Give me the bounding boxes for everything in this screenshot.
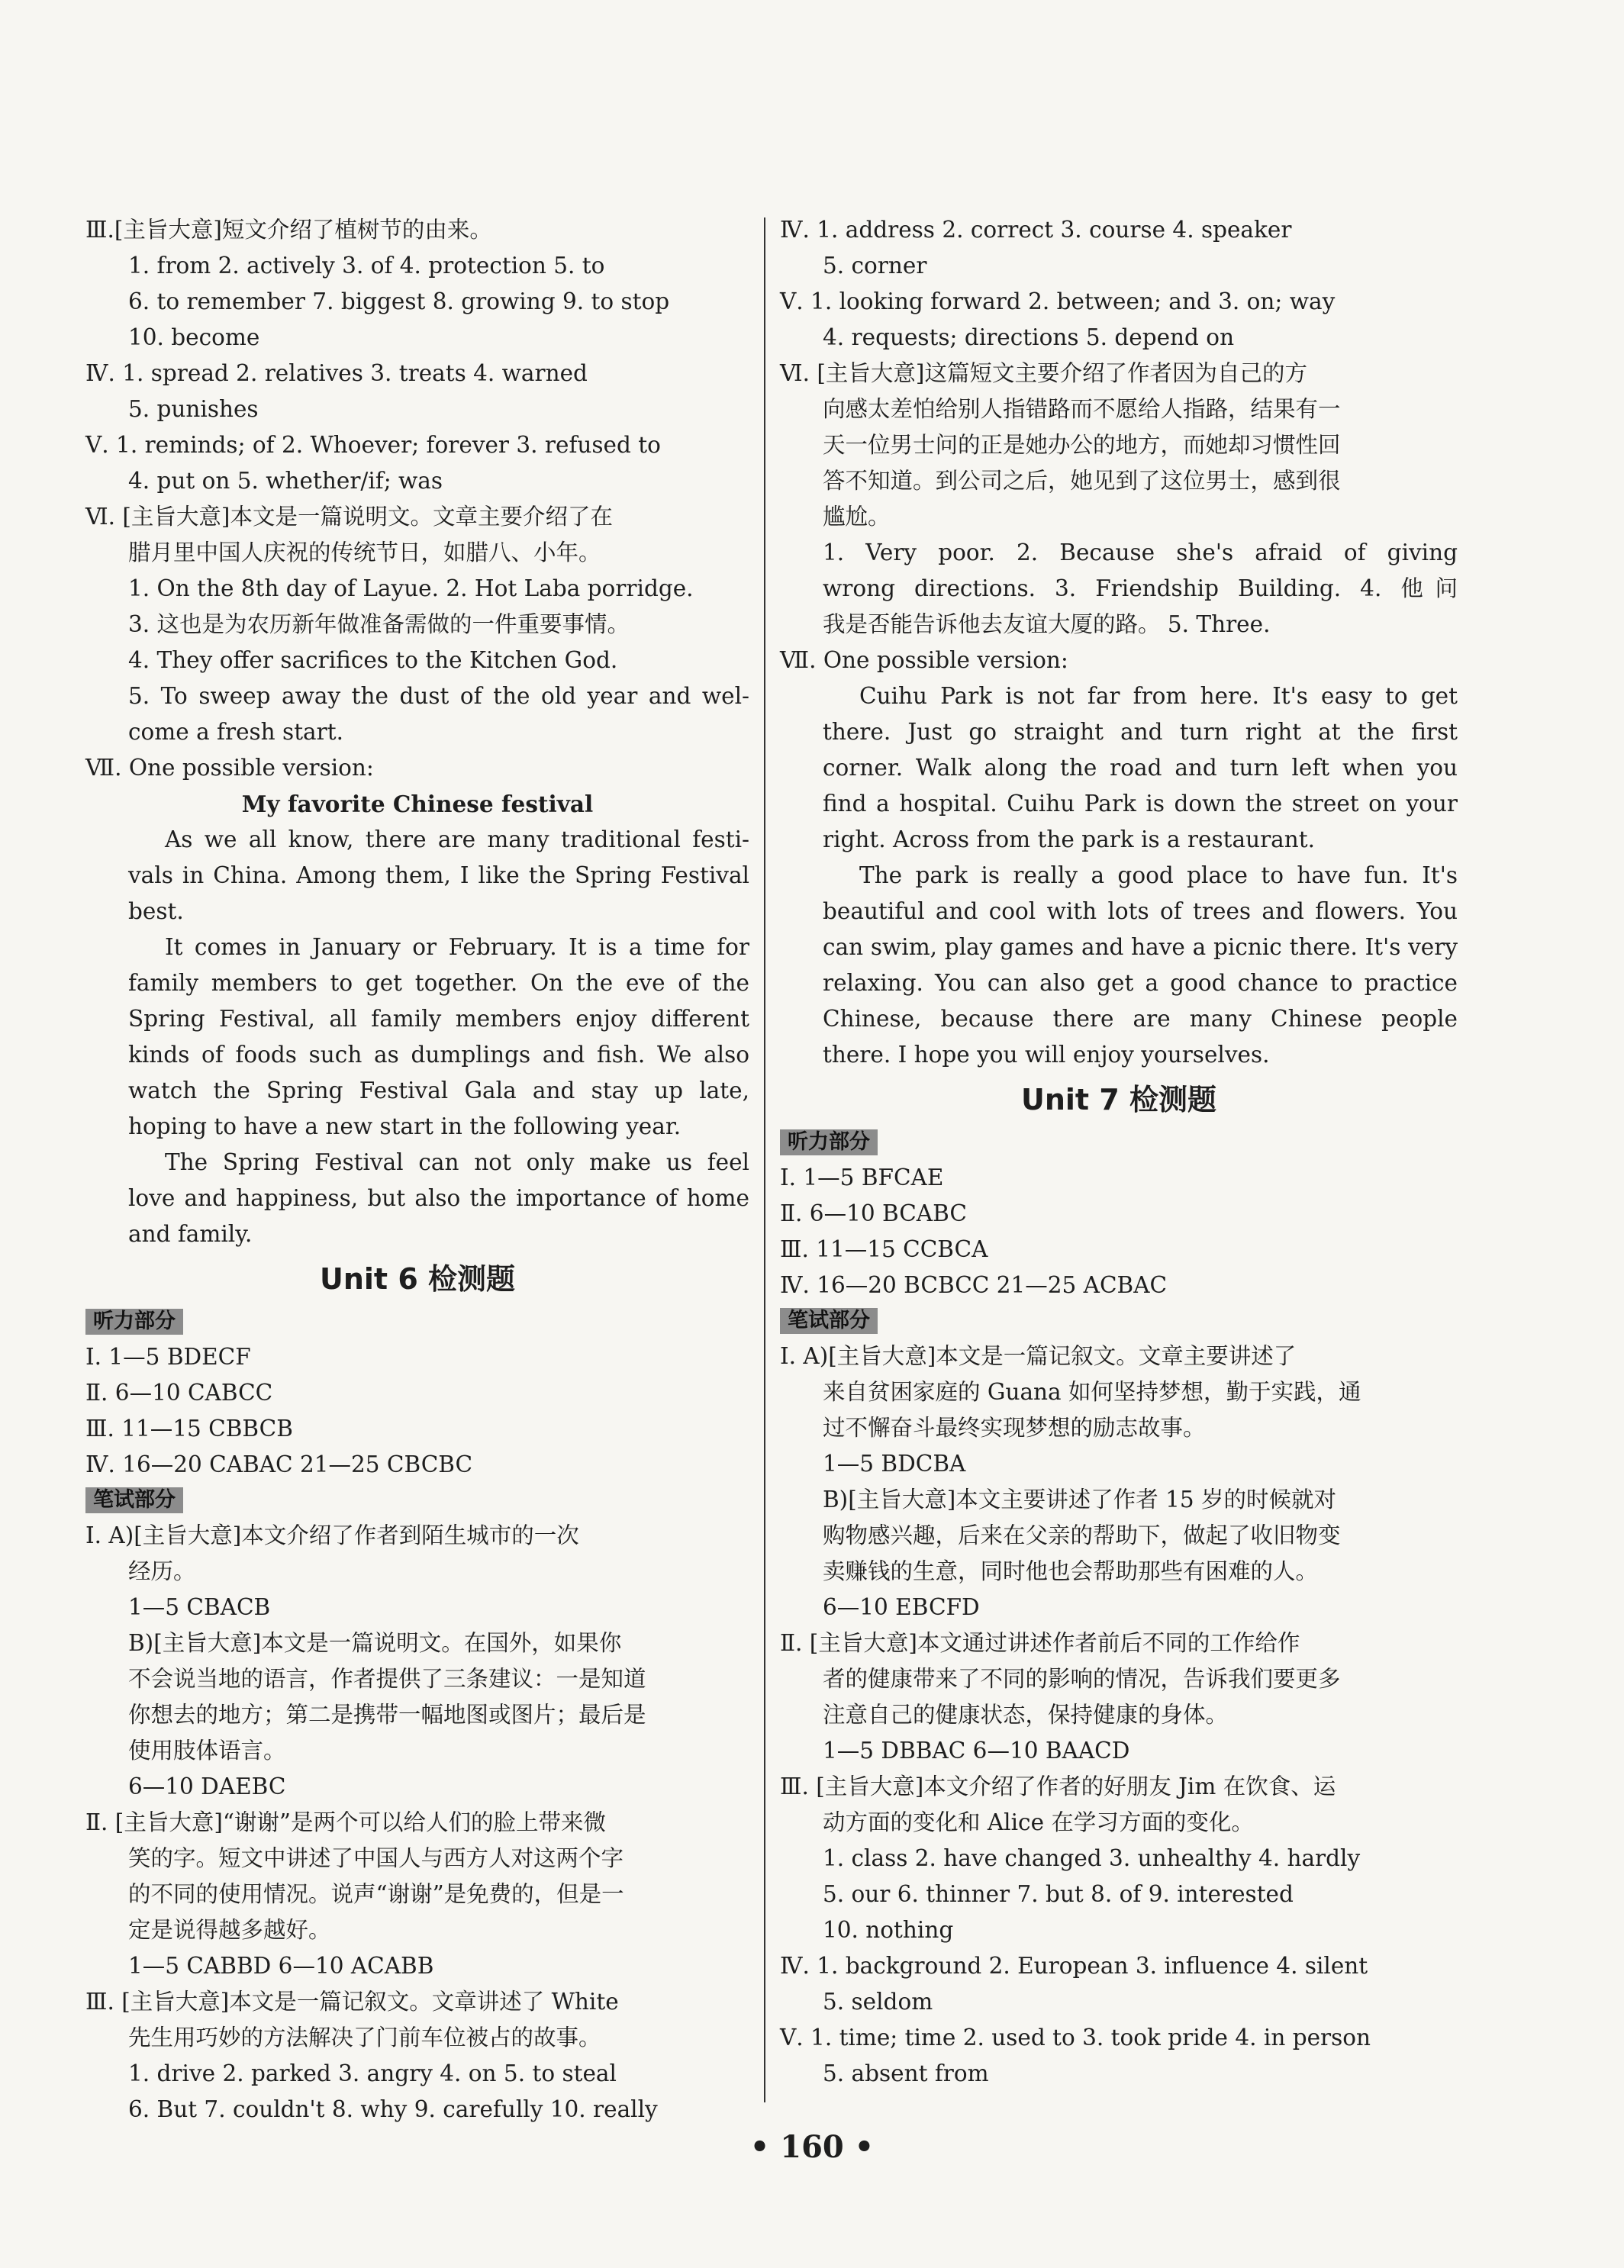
answer-line: Ⅲ. [主旨大意]本文是一篇记叙文。文章讲述了 White [85, 1989, 619, 2015]
answer-line: 1. drive 2. parked 3. angry 4. on 5. to steal [128, 2060, 617, 2086]
answer-line: there. I hope you will enjoy yourselves. [823, 1042, 1270, 1068]
right-answers [780, 212, 1458, 1073]
answer-line: Ⅱ. [主旨大意]“谢谢”是两个可以给人们的脸上带来微 [85, 1809, 606, 1835]
unit6-title: Unit 6 检测题 [320, 1262, 515, 1296]
answer-line: 5. our 6. thinner 7. but 8. of 9. interested [823, 1881, 1294, 1907]
unit7-writing-label: 笔试部分 [780, 1308, 878, 1334]
answer-line: Cuihu Park is not far from here. It's easy to get [859, 683, 1458, 709]
answer-line: find a hospital. Cuihu Park is down the street on your [823, 791, 1458, 817]
answer-line: 1—5 BDCBA [823, 1451, 966, 1477]
answer-line: can swim, play games and have a picnic there. It's very [823, 934, 1458, 960]
answer-line: Ⅲ. [主旨大意]本文介绍了作者的好朋友 Jim 在饮食、运 [780, 1773, 1336, 1799]
answer-line: Ⅴ. 1. time; time 2. used to 3. took pride 4. in person [780, 2025, 1371, 2051]
answer-line: 1. Very poor. 2. Because she's afraid of giving [823, 540, 1458, 565]
left-column [85, 212, 749, 2128]
answer-line: Ⅳ. 1. address 2. correct 3. course 4. speaker [780, 217, 1292, 243]
answer-line: relaxing. You can also get a good chance to practice [823, 970, 1458, 996]
answer-line: Ⅰ. A)[主旨大意]本文介绍了作者到陌生城市的一次 [85, 1522, 579, 1548]
listening-answer-line: Ⅱ. 6—10 BCABC [780, 1200, 967, 1226]
answer-line: hoping to have a new start in the following year. [128, 1113, 682, 1139]
answer-line: 5. absent from [823, 2060, 989, 2086]
answer-line: 笑的字。短文中讲述了中国人与西方人对这两个字 [128, 1845, 624, 1871]
answer-line: 4. They offer sacrifices to the Kitchen God. [128, 647, 618, 673]
answer-line: watch the Spring Festival Gala and stay up late, [128, 1078, 749, 1103]
answer-line: 5. corner [823, 253, 927, 279]
answer-line: wrong directions. 3. Friendship Building. 4. 他问 [823, 575, 1458, 601]
answer-line: Ⅶ. One possible version: [85, 755, 374, 781]
answer-line: right. Across from the park is a restaurant. [823, 826, 1315, 852]
answer-line: It comes in January or February. It is a time for [165, 934, 749, 960]
answer-line: 6—10 DAEBC [128, 1773, 286, 1799]
answer-line: B)[主旨大意]本文主要讲述了作者 15 岁的时候就对 [823, 1487, 1336, 1513]
column-divider [764, 217, 765, 2102]
listening-answer-line: Ⅳ. 16—20 BCBCC 21—25 ACBAC [780, 1272, 1168, 1298]
answer-line: 先生用巧妙的方法解决了门前车位被占的故事。 [128, 2025, 601, 2051]
answer-line: Ⅶ. One possible version: [780, 647, 1068, 673]
right-column [780, 212, 1458, 2092]
answer-line: 10. become [128, 324, 260, 350]
answer-line: Ⅱ. [主旨大意]本文通过讲述作者前后不同的工作给作 [780, 1630, 1300, 1656]
answer-line: 购物感兴趣，后来在父亲的帮助下，做起了收旧物变 [823, 1522, 1341, 1548]
answer-line: 答不知道。到公司之后，她见到了这位男士，感到很 [823, 468, 1341, 494]
answer-line: My favorite Chinese festival [241, 791, 594, 817]
unit6-writing-label: 笔试部分 [85, 1487, 183, 1513]
answer-line: 定是说得越多越好。 [128, 1917, 331, 1943]
answer-line: come a fresh start. [128, 719, 343, 745]
answer-line: 你想去的地方；第二是携带一幅地图或图片；最后是 [128, 1702, 646, 1728]
unit7-writing-answers [780, 1339, 1458, 2092]
listening-answer-line: Ⅳ. 16—20 CABAC 21—25 CBCBC [85, 1451, 473, 1477]
answer-line: Ⅵ. [主旨大意]这篇短文主要介绍了作者因为自己的方 [780, 360, 1307, 386]
answer-line: 5. seldom [823, 1989, 933, 2015]
answer-line: beautiful and cool with lots of trees and flowers. You [823, 898, 1458, 924]
answer-line: and family. [128, 1221, 253, 1247]
unit7-listening-answers [780, 1160, 1458, 1303]
answer-line: 不会说当地的语言，作者提供了三条建议：一是知道 [128, 1666, 646, 1692]
answer-line: B)[主旨大意]本文是一篇说明文。在国外，如果你 [128, 1630, 622, 1656]
answer-line: Chinese, because there are many Chinese people [823, 1006, 1458, 1032]
answer-line: vals in China. Among them, I like the Spring Festival [128, 862, 749, 888]
answer-line: 6. to remember 7. biggest 8. growing 9. to stop [128, 288, 670, 314]
answer-line: love and happiness, but also the importance of home [128, 1185, 749, 1211]
answer-line: 5. punishes [128, 396, 259, 422]
answer-line: 5. To sweep away the dust of the old year and wel- [128, 683, 749, 709]
answer-line: 动方面的变化和 Alice 在学习方面的变化。 [823, 1809, 1254, 1835]
answer-line: Ⅴ. 1. reminds; of 2. Whoever; forever 3. refused to [85, 432, 661, 458]
answer-line: Ⅵ. [主旨大意]本文是一篇说明文。文章主要介绍了在 [85, 504, 613, 530]
listening-answer-line: Ⅰ. 1—5 BFCAE [780, 1165, 944, 1190]
answer-line: 的不同的使用情况。说声“谢谢”是免费的，但是一 [128, 1881, 624, 1907]
listening-answer-line: Ⅲ. 11—15 CBBCB [85, 1416, 293, 1442]
answer-line: Ⅳ. 1. spread 2. relatives 3. treats 4. warned [85, 360, 588, 386]
listening-answer-line: Ⅰ. 1—5 BDECF [85, 1344, 251, 1370]
listening-answer-line: Ⅲ. 11—15 CCBCA [780, 1236, 988, 1262]
answer-line: The park is really a good place to have fun. It's [859, 862, 1458, 888]
answer-line: Ⅲ.[主旨大意]短文介绍了植树节的由来。 [85, 217, 492, 243]
left-answers [85, 212, 749, 1252]
answer-line: Ⅳ. 1. background 2. European 3. influence 4. silent [780, 1953, 1368, 1979]
answer-line: 4. requests; directions 5. depend on [823, 324, 1235, 350]
answer-line: 天一位男士问的正是她办公的地方，而她却习惯性回 [823, 432, 1341, 458]
answer-line: 来自贫困家庭的 Guana 如何坚持梦想，勤于实践，通 [823, 1379, 1361, 1405]
answer-line: 腊月里中国人庆祝的传统节日，如腊八、小年。 [128, 540, 601, 565]
answer-line: 10. nothing [823, 1917, 954, 1943]
unit6-listening-label: 听力部分 [85, 1309, 183, 1335]
answer-line: 者的健康带来了不同的影响的情况，告诉我们要更多 [823, 1666, 1341, 1692]
page-number: • 160 • [749, 2129, 875, 2165]
answer-line: Ⅰ. A)[主旨大意]本文是一篇记叙文。文章主要讲述了 [780, 1343, 1297, 1369]
answer-line: 1—5 DBBAC 6—10 BAACD [823, 1738, 1130, 1764]
answer-line: corner. Walk along the road and turn left when you [823, 755, 1458, 781]
answer-line: 3. 这也是为农历新年做准备需做的一件重要事情。 [128, 611, 630, 637]
answer-line: 6—10 EBCFD [823, 1594, 980, 1620]
answer-line: 过不懈奋斗最终实现梦想的励志故事。 [823, 1415, 1206, 1441]
answer-line: 1—5 CABBD 6—10 ACABB [128, 1953, 434, 1979]
answer-line: Spring Festival, all family members enjoy different [128, 1006, 749, 1032]
answer-line: family members to get together. On the eve of the [128, 970, 749, 996]
answer-line: 注意自己的健康状态，保持健康的身体。 [823, 1702, 1229, 1728]
unit6-listening-answers [85, 1339, 749, 1483]
unit7-listening-label: 听力部分 [780, 1129, 878, 1155]
answer-line: 向感太差怕给别人指错路而不愿给人指路，结果有一 [823, 396, 1341, 422]
answer-line: 使用肢体语言。 [128, 1738, 286, 1764]
answer-line: 我是否能告诉他去友谊大厦的路。 5. Three. [823, 611, 1271, 637]
answer-line: 6. But 7. couldn't 8. why 9. carefully 10. really [128, 2096, 658, 2122]
answer-line: 卖赚钱的生意，同时他也会帮助那些有困难的人。 [823, 1558, 1319, 1584]
unit6-writing-answers [85, 1518, 749, 2128]
answer-line: kinds of foods such as dumplings and fish. We also [128, 1042, 749, 1068]
answer-line: 1—5 CBACB [128, 1594, 271, 1620]
unit7-title: Unit 7 检测题 [1021, 1083, 1216, 1116]
answer-line: 尴尬。 [823, 504, 891, 530]
answer-line: there. Just go straight and turn right at the first [823, 719, 1458, 745]
answer-line: 1. from 2. actively 3. of 4. protection 5. to [128, 253, 605, 279]
answer-line: As we all know, there are many traditional festi- [165, 826, 749, 852]
answer-line: Ⅴ. 1. looking forward 2. between; and 3. on; way [780, 288, 1336, 314]
listening-answer-line: Ⅱ. 6—10 CABCC [85, 1380, 273, 1406]
answer-line: 经历。 [128, 1558, 196, 1584]
answer-line: The Spring Festival can not only make us feel [165, 1149, 749, 1175]
answer-line: 1. class 2. have changed 3. unhealthy 4. hardly [823, 1845, 1361, 1871]
answer-line: 4. put on 5. whether/if; was [128, 468, 443, 494]
answer-line: 1. On the 8th day of Layue. 2. Hot Laba porridge. [128, 575, 694, 601]
answer-line: best. [128, 898, 184, 924]
